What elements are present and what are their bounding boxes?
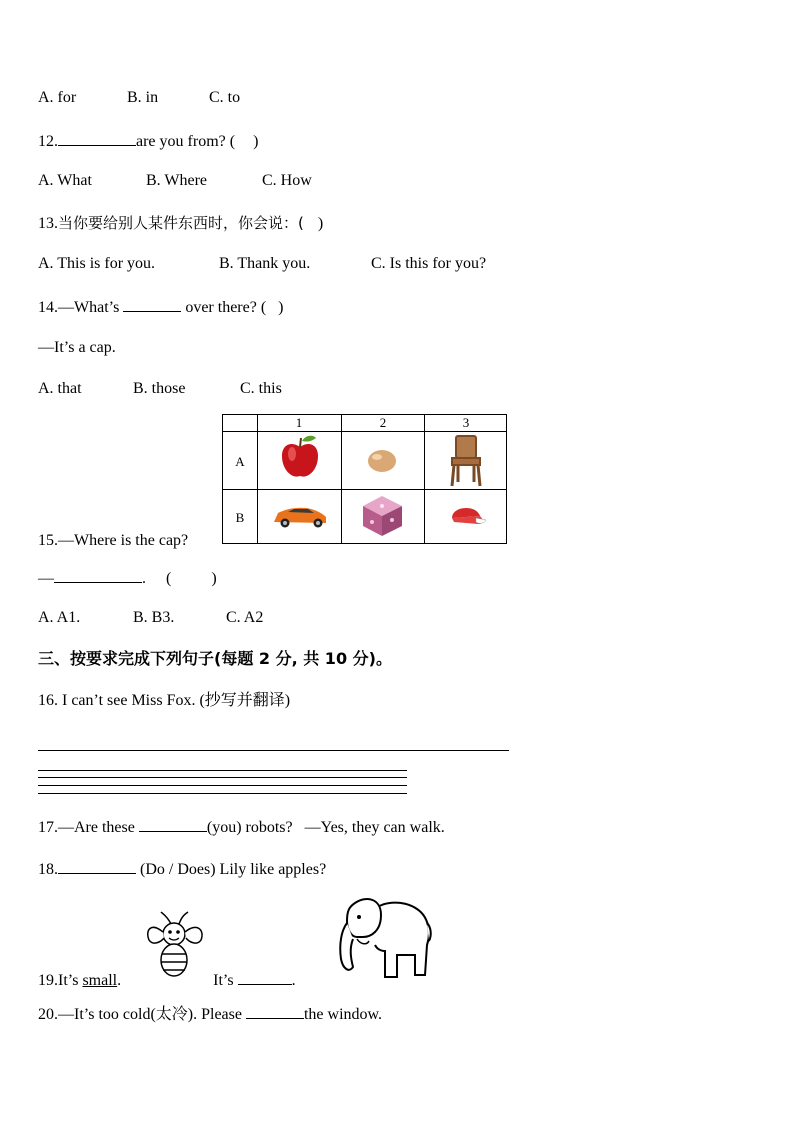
option-c[interactable]: C. this <box>240 380 282 397</box>
answer-blank[interactable] <box>139 816 207 832</box>
paren-open: ( <box>166 570 172 587</box>
writing-line[interactable] <box>38 785 407 786</box>
writing-line[interactable] <box>38 777 407 778</box>
question-13 <box>38 213 323 234</box>
answer-blank[interactable] <box>58 858 136 874</box>
question-stem: the window. <box>303 1006 383 1023</box>
period: . <box>291 972 296 989</box>
question-18 <box>38 858 326 880</box>
q15-answer-line <box>38 567 217 589</box>
option-c[interactable]: C. A2 <box>226 609 264 626</box>
paren-close: ) <box>278 299 284 316</box>
question-19 <box>38 969 296 991</box>
question-stem: (Do / Does) Lily like apples? <box>140 861 327 878</box>
egg-icon <box>368 450 396 472</box>
q14-options <box>38 379 282 399</box>
q14-answer-line: —It’s a cap. <box>38 339 116 356</box>
question-number: 18. <box>38 861 58 878</box>
grid-col-3: 3 <box>462 415 470 430</box>
option-a[interactable]: A. What <box>38 172 92 189</box>
paren-close: ) <box>211 570 217 587</box>
question-stem: —Where is the cap? <box>58 532 189 549</box>
q13-options <box>38 254 486 274</box>
grid-row-b: B <box>235 510 245 525</box>
question-lead: —What’s <box>58 299 120 316</box>
picture-grid <box>222 414 507 544</box>
gift-box-icon <box>363 496 402 536</box>
dash: — <box>38 570 54 587</box>
question-lead: 17.—Are these <box>38 819 135 836</box>
second-its: It’s <box>213 972 234 989</box>
answer-blank[interactable] <box>246 1003 304 1019</box>
option-b[interactable]: B. in <box>127 89 159 106</box>
answer-blank[interactable] <box>123 296 181 312</box>
writing-line[interactable] <box>38 770 407 771</box>
option-c[interactable]: C. to <box>209 89 241 106</box>
section-title: 三、按要求完成下列句子(每题 2 分, 共 10 分)。 <box>38 649 392 668</box>
writing-line[interactable] <box>38 750 509 751</box>
period: . <box>117 972 122 989</box>
grid-col-2: 2 <box>379 415 387 430</box>
option-c[interactable]: C. How <box>262 172 312 189</box>
grid-row-a: A <box>235 454 245 469</box>
question-15 <box>38 531 188 551</box>
writing-line[interactable] <box>38 793 407 794</box>
option-b[interactable]: B. Thank you. <box>219 255 311 272</box>
answer-blank[interactable] <box>58 130 136 146</box>
question-reply: —Yes, they can walk. <box>304 819 445 836</box>
question-stem: are you from? ( <box>136 133 236 150</box>
question-number: 14. <box>38 299 58 316</box>
option-b[interactable]: B. Where <box>146 172 208 189</box>
question-14 <box>38 296 284 318</box>
question-17 <box>38 816 445 838</box>
question-12 <box>38 130 258 152</box>
question-stem: over there? ( <box>185 299 267 316</box>
q15-options <box>38 608 263 628</box>
answer-blank[interactable] <box>54 567 142 583</box>
question-number: 12. <box>38 133 58 150</box>
option-a[interactable]: A. for <box>38 89 77 106</box>
paren-close: ) <box>317 215 324 232</box>
apple-icon <box>282 436 318 477</box>
elephant-icon <box>333 893 433 981</box>
question-number: 15. <box>38 532 58 549</box>
grid-col-1: 1 <box>295 415 303 430</box>
period: . <box>142 570 146 587</box>
question-16 <box>38 691 290 711</box>
question-lead: 19.It’s <box>38 972 79 989</box>
option-a[interactable]: A. that <box>38 380 82 397</box>
q12-options <box>38 171 312 191</box>
option-c[interactable]: C. Is this for you? <box>371 255 487 272</box>
question-20 <box>38 1003 382 1025</box>
question-lead: 20.—It’s too cold(太冷). Please <box>38 1006 242 1023</box>
option-b[interactable]: B. B3. <box>133 609 175 626</box>
paren-close: ) <box>253 133 259 150</box>
question-stem: 当你要给别人某件东西时，你会说：( <box>58 214 304 232</box>
chair-icon <box>452 436 480 486</box>
question-stem: (you) robots? <box>206 819 293 836</box>
option-a[interactable]: A. This is for you. <box>38 255 156 272</box>
car-icon <box>274 508 326 528</box>
q11-options <box>38 88 240 108</box>
question-number: 13. <box>38 215 58 232</box>
option-a[interactable]: A. A1. <box>38 609 81 626</box>
cap-icon <box>452 508 486 524</box>
option-b[interactable]: B. those <box>133 380 186 397</box>
underlined-word: small <box>82 972 118 989</box>
question-text: 16. I can’t see Miss Fox. (抄写并翻译) <box>38 692 291 709</box>
answer-blank[interactable] <box>238 969 292 985</box>
